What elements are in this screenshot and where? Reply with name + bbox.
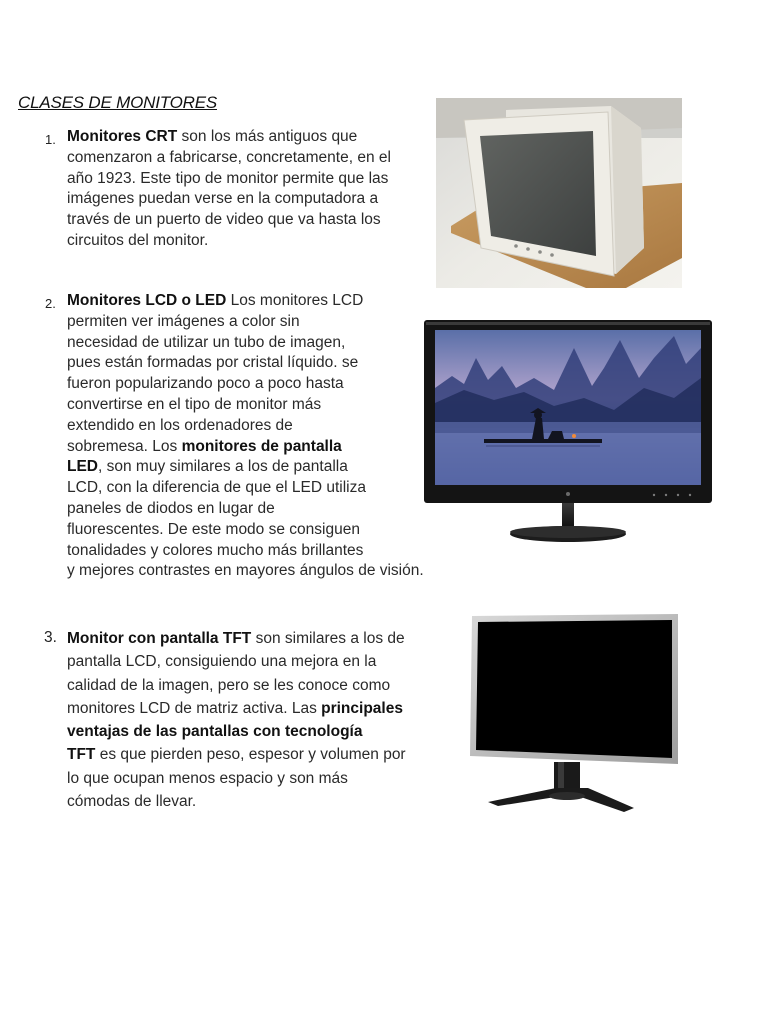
item-1-paragraph xyxy=(67,127,391,252)
text-run: son los más antiguos que xyxy=(177,128,358,145)
paragraph-line xyxy=(67,561,424,582)
text-run: y mejores contrastes en mayores ángulos de visión. xyxy=(67,562,424,580)
paragraph-line xyxy=(67,767,406,790)
paragraph-line xyxy=(67,790,406,813)
paragraph-line xyxy=(67,416,424,437)
paragraph-line xyxy=(67,353,424,374)
bold-text: ventajas de las pantallas con tecnología xyxy=(67,723,363,741)
text-run: convertirse en el tipo de monitor más xyxy=(67,395,322,413)
paragraph-line xyxy=(67,231,391,252)
paragraph-line xyxy=(67,457,424,478)
paragraph-line xyxy=(67,189,391,210)
text-run: año 1923. Este tipo de monitor permite que las xyxy=(67,169,389,187)
text-run: monitores LCD de matriz activa. Las xyxy=(67,699,322,717)
item-3-paragraph xyxy=(67,627,406,813)
text-run: permiten ver imágenes a color sin xyxy=(67,312,300,330)
paragraph-line xyxy=(67,541,424,562)
paragraph-line xyxy=(67,520,424,541)
text-run: tonalidades y colores mucho más brillantes xyxy=(67,541,364,559)
text-run: calidad de la imagen, pero se les conoce como xyxy=(67,676,391,694)
text-run: lo que ocupan menos espacio y son más xyxy=(67,769,348,787)
paragraph-line xyxy=(67,720,406,743)
text-run: paneles de diodos en lugar de xyxy=(67,499,275,517)
item-2-paragraph xyxy=(67,291,424,582)
text-run: LCD, con la diferencia de que el LED utiliza xyxy=(67,479,366,497)
text-run: Los monitores LCD xyxy=(226,292,364,309)
paragraph-line xyxy=(67,374,424,395)
text-run: , son muy similares a los de pantalla xyxy=(98,458,348,476)
paragraph-line xyxy=(67,169,391,190)
text-run: circuitos del monitor. xyxy=(67,231,209,249)
paragraph-line xyxy=(67,650,406,673)
paragraph-line xyxy=(67,210,391,231)
bold-text: principales xyxy=(321,699,403,717)
bold-text: Monitores LCD o LED xyxy=(67,292,227,309)
text-run: imágenes puedan verse en la computadora a xyxy=(67,190,379,208)
paragraph-line xyxy=(67,333,424,354)
bold-text: TFT xyxy=(67,746,96,764)
text-run: necesidad de utilizar un tubo de imagen, xyxy=(67,333,346,351)
paragraph-line xyxy=(67,697,406,720)
text-run: fueron popularizando poco a poco hasta xyxy=(67,375,344,393)
text-run: sobremesa. Los xyxy=(67,437,182,455)
paragraph-line xyxy=(67,499,424,520)
item-3-number: 3. xyxy=(44,629,57,646)
bold-text: Monitores CRT xyxy=(67,128,178,145)
crt-monitor-image xyxy=(436,98,682,288)
bold-text: LED xyxy=(67,458,98,476)
paragraph-line xyxy=(67,312,424,333)
text-run: través de un puerto de video que va hasta los xyxy=(67,211,381,229)
paragraph-line xyxy=(67,743,406,766)
paragraph-line xyxy=(67,148,391,169)
text-run: fluorescentes. De este modo se consiguen xyxy=(67,520,360,538)
text-run: cómodas de llevar. xyxy=(67,793,197,811)
paragraph-line xyxy=(67,395,424,416)
text-run: pantalla LCD, consiguiendo una mejora en la xyxy=(67,653,377,671)
text-run: comenzaron a fabricarse, concretamente, en el xyxy=(67,148,391,166)
text-run: es que pierden peso, espesor y volumen por xyxy=(95,746,406,764)
item-1-number: 1. xyxy=(45,132,56,147)
paragraph-line xyxy=(67,291,424,312)
text-run: pues están formadas por cristal líquido. se xyxy=(67,354,359,372)
item-2-number: 2. xyxy=(45,296,56,311)
document-title: CLASES DE MONITORES xyxy=(18,93,217,112)
bold-text: monitores de pantalla xyxy=(181,437,342,455)
paragraph-line xyxy=(67,478,424,499)
led-monitor-image xyxy=(424,318,712,548)
bold-text: Monitor con pantalla TFT xyxy=(67,630,252,647)
tft-monitor-image xyxy=(466,612,680,818)
paragraph-line xyxy=(67,674,406,697)
paragraph-line xyxy=(67,437,424,458)
paragraph-line xyxy=(67,627,406,650)
text-run: son similares a los de xyxy=(251,630,405,647)
paragraph-line xyxy=(67,127,391,148)
text-run: extendido en los ordenadores de xyxy=(67,416,293,434)
